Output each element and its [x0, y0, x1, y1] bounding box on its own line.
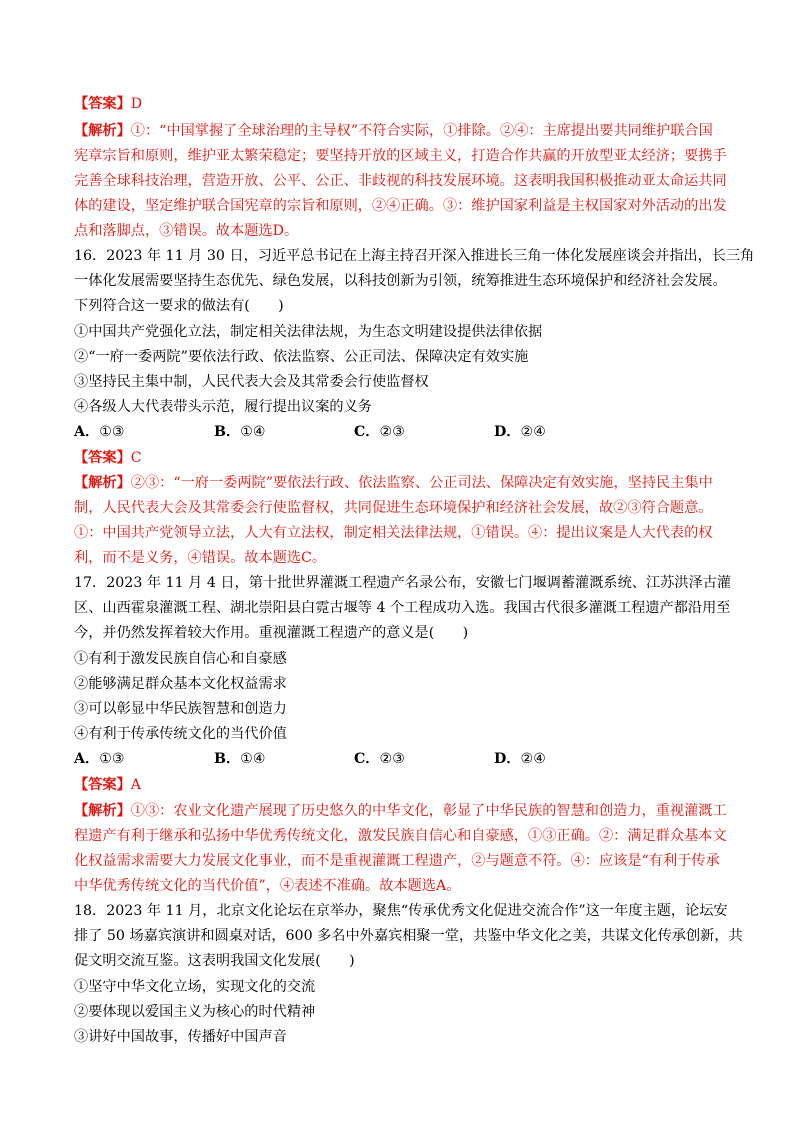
- statement-item: ①有利于激发民族自信心和自豪感: [74, 651, 287, 667]
- option-a[interactable]: A．①③: [74, 424, 125, 440]
- answer-value: A: [130, 777, 142, 793]
- statement-item: ③可以彰显中华民族智慧和创造力: [74, 701, 287, 717]
- statement-item: ②能够满足群众基本文化权益需求: [74, 676, 287, 692]
- analysis-line: [74, 801, 734, 821]
- option-d[interactable]: D．②④: [494, 424, 546, 440]
- question-stem: 16．2023 年 11 月 30 日，习近平总书记在上海主持召开深入推进长三角一体化发展座谈会并指出，长三角: [74, 248, 755, 264]
- question-stem: 17．2023 年 11 月 4 日，第十批世界灌溉工程遗产名录公布，安徽七门堰调蓄灌溉系统、江苏洪泽古灌: [74, 575, 732, 591]
- analysis-text: ①：“中国掌握了全球治理的主导权”不符合实际，①排除。②④：主席提出要共同维护联合国: [130, 123, 713, 139]
- question-stem: 区、山西霍泉灌溉工程、湖北崇阳县白霓古堰等 4 个工程成功入选。我国古代很多灌溉工程遗产都沿用至: [74, 600, 731, 616]
- analysis-line: [74, 121, 734, 141]
- analysis-line: 完善全球科技治理，营造开放、公平、公正、非歧视的科技发展环境。这表明我国积极推动亚太命运共同: [74, 173, 727, 189]
- answer-line: [74, 775, 734, 795]
- answer-line: [74, 448, 734, 468]
- analysis-line: 制，人民代表大会及其常委会行使监督权，共同促进生态环境保护和经济社会发展，故②③符合题意。: [74, 500, 713, 516]
- question-stem: 促文明交流互鉴。这表明我国文化发展( ): [74, 953, 355, 969]
- analysis-text: ②③：“一府一委两院”要依法行政、依法监察、公正司法、保障决定有效实施，坚持民主集中: [130, 475, 713, 491]
- question-stem: 下列符合这一要求的做法有( ): [74, 298, 284, 314]
- answer-tag: 【答案】: [74, 450, 131, 466]
- option-b[interactable]: B．①④: [214, 424, 266, 440]
- statement-item: ④有利于传承传统文化的当代价值: [74, 726, 287, 742]
- question-stem: 排了 50 场嘉宾演讲和圆桌对话，600 多名中外嘉宾相聚一堂，共鉴中华文化之美，共谋文化传承创新，共: [74, 928, 743, 944]
- analysis-line: 程遗产有利于继承和弘扬中华优秀传统文化，激发民族自信心和自豪感，①③正确。②：满足群众基本文: [74, 828, 727, 844]
- option-b[interactable]: B．①④: [214, 751, 266, 767]
- answer-value: D: [130, 96, 143, 112]
- analysis-text: ①③：农业文化遗产展现了历史悠久的中华文化，彰显了中华民族的智慧和创造力，重视灌溉工: [130, 803, 727, 819]
- statement-item: ①坚守中华文化立场，实现文化的交流: [74, 979, 316, 995]
- question-stem: 18．2023 年 11 月，北京文化论坛在京举办，聚焦“传承优秀文化促进交流合作”这一年度主题，论坛安: [74, 903, 728, 919]
- question-stem: 今，并仍然发挥着较大作用。重视灌溉工程遗产的意义是( ): [74, 625, 469, 641]
- option-a[interactable]: A．①③: [74, 751, 125, 767]
- analysis-tag: 【解析】: [74, 123, 131, 139]
- answer-value: C: [130, 450, 142, 466]
- statement-item: ②“一府一委两院”要依法行政、依法监察、公正司法、保障决定有效实施: [74, 349, 529, 365]
- analysis-line: 宪章宗旨和原则，维护亚太繁荣稳定；要坚持开放的区域主义，打造合作共赢的开放型亚太经济；要携手: [74, 148, 727, 164]
- analysis-line: [74, 473, 734, 493]
- statement-item: ③坚持民主集中制，人民代表大会及其常委会行使监督权: [74, 374, 429, 390]
- statement-item: ④各级人大代表带头示范，履行提出议案的义务: [74, 399, 372, 415]
- statement-item: ②要体现以爱国主义为核心的时代精神: [74, 1004, 316, 1020]
- answer-tag: 【答案】: [74, 96, 131, 112]
- option-d[interactable]: D．②④: [494, 751, 546, 767]
- analysis-line: 中华优秀传统文化的当代价值”，④表述不准确。故本题选A。: [74, 878, 461, 894]
- analysis-line: 化权益需求需要大力发展文化事业，而不是重视灌溉工程遗产，②与题意不符。④：应该是“有利于传承: [74, 853, 720, 869]
- analysis-line: 点和落脚点，③错误。故本题选D。: [74, 223, 299, 239]
- question-stem: 一体化发展需要坚持生态优先、绿色发展，以科技创新为引领，统筹推进生态环境保护和经济社会发展。: [74, 273, 727, 289]
- analysis-tag: 【解析】: [74, 475, 131, 491]
- statement-item: ③讲好中国故事，传播好中国声音: [74, 1029, 287, 1045]
- answer-tag: 【答案】: [74, 777, 131, 793]
- analysis-line: 利，而不是义务，④错误。故本题选C。: [74, 550, 327, 566]
- analysis-tag: 【解析】: [74, 803, 131, 819]
- option-c[interactable]: C．②③: [354, 751, 405, 767]
- analysis-line: 体的建设，坚定维护联合国宪章的宗旨和原则，②④正确。③：维护国家利益是主权国家对外活动的出发: [74, 198, 727, 214]
- answer-line: [74, 94, 734, 114]
- option-c[interactable]: C．②③: [354, 424, 405, 440]
- analysis-line: ①：中国共产党领导立法，人大有立法权，制定相关法律法规，①错误。④：提出议案是人大代表的权: [74, 525, 713, 541]
- statement-item: ①中国共产党强化立法，制定相关法律法规，为生态文明建设提供法律依据: [74, 324, 543, 340]
